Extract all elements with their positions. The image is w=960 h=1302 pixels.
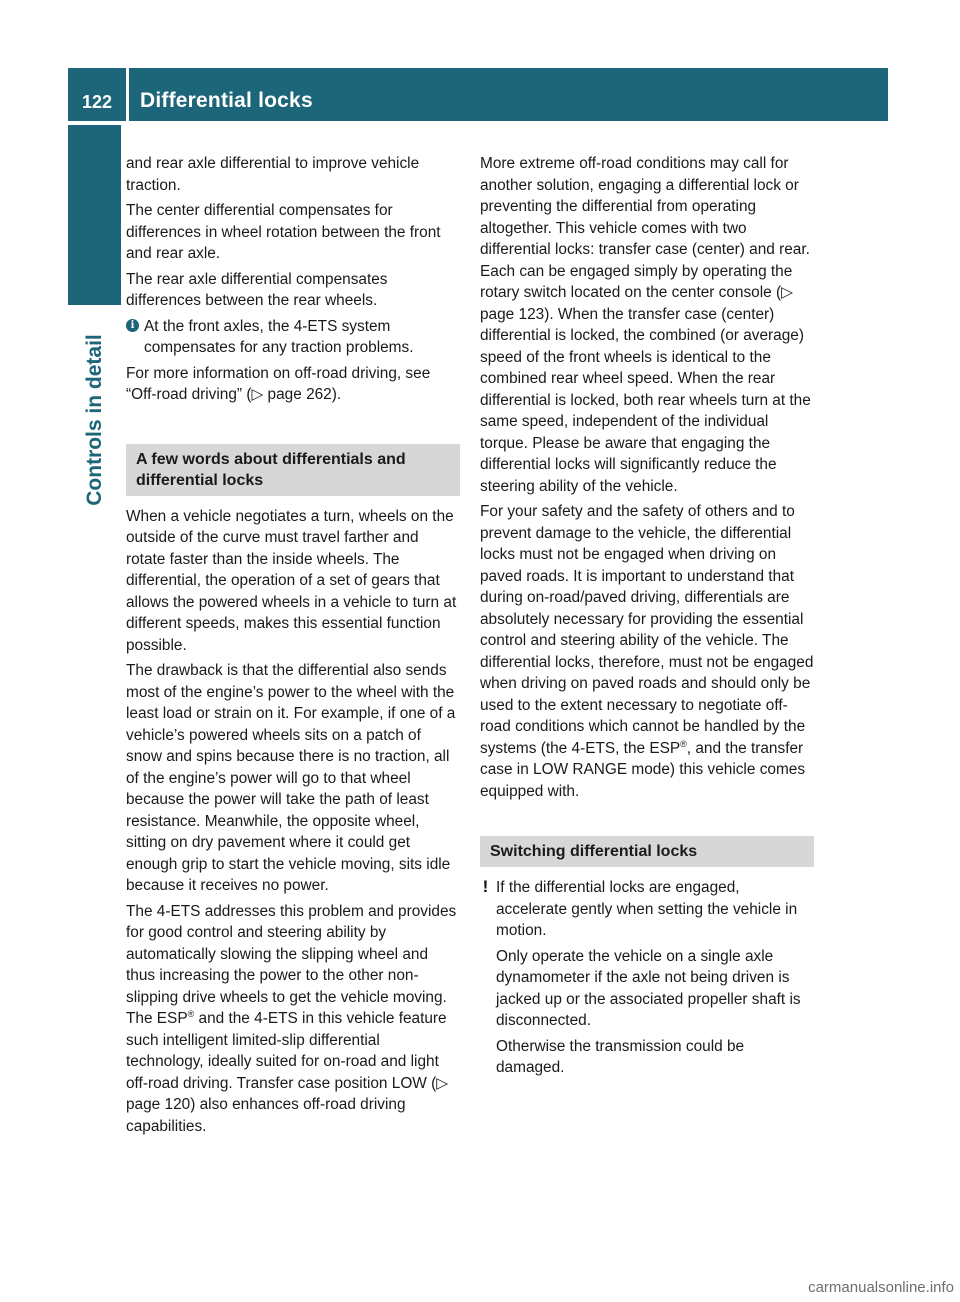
paragraph-text: The 4-ETS addresses this problem and provides for good control and steering ability by automatically slowing the slipping wheel and thus increasing the power to the other non-slipping drive wheels to get the vehicle moving. The ESP [126, 902, 457, 1027]
right-column [480, 153, 814, 1083]
paragraph: The center differential compensates for differences in wheel rotation between the front and rear axle. [126, 202, 441, 262]
header-separator [126, 68, 129, 121]
paragraph-text: and the 4-ETS in this vehicle feature such intelligent limited-slip differential technology, ideally suited for on-road and light off-road driving. Transfer case position LOW (▷ page 120) also enhances off-road driving capabilities. [126, 1010, 449, 1135]
side-label-text: Controls in detail [82, 334, 106, 506]
warning-text: Otherwise the transmission could be damaged. [496, 1037, 745, 1076]
paragraph-text: For your safety and the safety of others and to prevent damage to the vehicle, the differential locks must not be engaged when driving on paved roads. It is important to understand that during on-road/paved driving, differentials are absolutely necessary for providing the essential control and steering ability of the vehicle. The differential locks, therefore, must not be engaged when driving on paved roads and should only be used to the extent necessary to negotiate off-road conditions which cannot be handled by the systems (the 4-ETS, the ESP [480, 503, 814, 757]
left-column [126, 153, 460, 1141]
section-side-label [68, 305, 121, 535]
paragraph: More extreme off-road conditions may call for another solution, engaging a differential lock or preventing the differential from operating altogether. This vehicle comes with two differential locks: transfer case (center) and rear. Each can be engaged simply by operating the rotary switch located on the center console (▷ page 123). When the transfer case (center) differential is locked, the combined (or average) speed of the front wheels is identical to the combined rear wheel speed. When the rear differential is locked, both rear wheels turn at the same speed, independent of the individual torque. Please be aware that engaging the differential locks will significantly reduce the steering ability of the vehicle. [480, 155, 811, 495]
warning-text: Only operate the vehicle on a single axle dynamometer if the axle not being driven is jacked up or the associated propeller shaft is disconnected. [496, 947, 801, 1029]
info-note [126, 316, 460, 359]
page-title: Differential locks [140, 89, 313, 112]
section-heading: A few words about differentials and differential locks [126, 444, 460, 496]
section-heading: Switching differential locks [480, 836, 814, 867]
info-icon: i [126, 319, 139, 332]
paragraph: and rear axle differential to improve vehicle traction. [126, 155, 420, 194]
side-tab [68, 125, 121, 305]
paragraph [480, 501, 814, 802]
info-note-text: At the front axles, the 4-ETS system compensates for any traction problems. [144, 317, 414, 356]
warning-text: If the differential locks are engaged, accelerate gently when setting the vehicle in motion. [496, 879, 798, 939]
paragraph: The drawback is that the differential also sends most of the engine’s power to the wheel with the least load or strain on it. For example, if one of a vehicle’s powered wheels sits on a patch of snow and spins because there is no traction, all of the engine’s power will go to that wheel because the power will take the path of least resistance. Meanwhile, the opposite wheel, sitting on dry pavement where it could get enough grip to start the vehicle moving, sits idle because it receives no power. [126, 662, 456, 894]
paragraph [126, 901, 460, 1138]
paragraph-text: , and the transfer case in LOW RANGE mode) this vehicle comes equipped with. [480, 739, 806, 800]
page-number: 122 [81, 92, 113, 112]
registered-mark: ® [680, 738, 687, 749]
warning-note [480, 877, 814, 1079]
paragraph: When a vehicle negotiates a turn, wheels on the outside of the curve must travel farther and rotate faster than the inside wheels. The differential, the operation of a set of gears that allows the powered wheels in a vehicle to turn at different speeds, makes this essential function possible. [126, 507, 457, 654]
warning-icon: ! [482, 877, 489, 896]
registered-mark: ® [187, 1008, 195, 1019]
watermark: carmanualsonline.info [808, 1279, 954, 1296]
paragraph: The rear axle differential compensates differences between the rear wheels. [126, 270, 388, 309]
paragraph: For more information on off-road driving, see “Off-road driving” (▷ page 262). [126, 364, 431, 403]
